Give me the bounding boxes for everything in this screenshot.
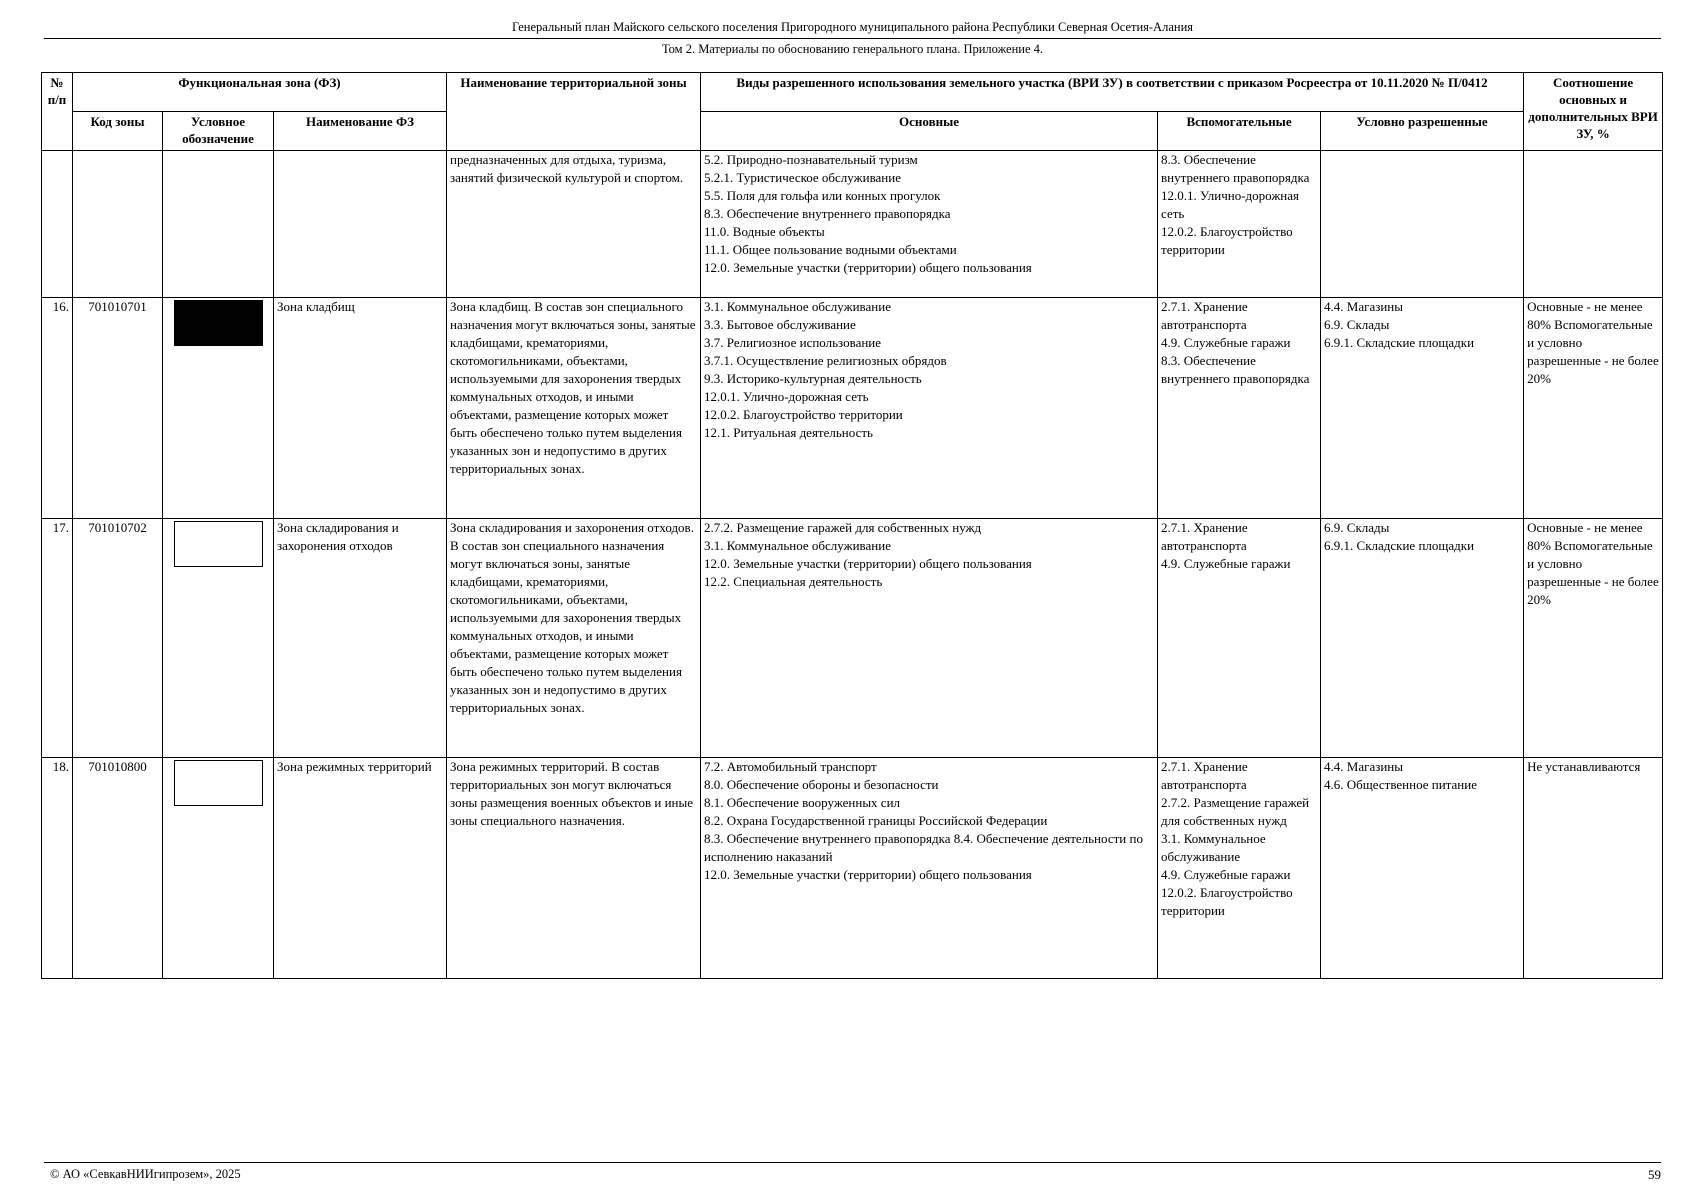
- list-item: 12.0.1. Улично-дорожная сеть: [704, 389, 869, 404]
- header-terr-zone: Наименование территориальной зоны: [447, 73, 701, 151]
- row-symbol: [163, 298, 274, 519]
- zone-symbol-swatch: [174, 300, 263, 346]
- row-code: [73, 151, 163, 298]
- row-main-uses: [701, 519, 1158, 758]
- list-item: 12.0. Земельные участки (территории) общего пользования: [704, 867, 1032, 882]
- list-item: 6.9. Склады: [1324, 520, 1390, 535]
- row-terr-zone: Зона кладбищ. В состав зон специального назначения могут включаться зоны, занятые кладбищами, крематориями, скотомогильниками, объектами, используемыми для захоронения твердых коммунальных отходов, и иными объектами, размещение которых может быть обеспечено только путем выделения указанных зон и недопустимо в других территориальных зонах.: [447, 298, 701, 519]
- list-item: 2.7.2. Размещение гаражей для собственных нужд: [704, 520, 982, 535]
- header-cond: Условно разрешенные: [1321, 112, 1524, 151]
- list-item: 8.0. Обеспечение обороны и безопасности: [704, 777, 939, 792]
- list-item: 11.1. Общее пользование водными объектами: [704, 242, 957, 257]
- row-cond-uses: [1321, 151, 1524, 298]
- row-aux-uses: [1158, 519, 1321, 758]
- row-cond-uses: [1321, 519, 1524, 758]
- header-symbol: Условное обозначение: [163, 112, 274, 151]
- row-num: 17.: [42, 519, 73, 758]
- row-code: 701010702: [73, 519, 163, 758]
- list-item: 5.2. Природно-познавательный туризм: [704, 152, 918, 167]
- list-item: 11.0. Водные объекты: [704, 224, 825, 239]
- header-vri: Виды разрешенного использования земельного участка (ВРИ ЗУ) в соответствии с приказом Росреестра от 10.11.2020 № П/0412: [701, 73, 1524, 112]
- list-item: 2.7.1. Хранение автотранспорта: [1161, 299, 1248, 332]
- document-subtitle: Том 2. Материалы по обоснованию генерального плана. Приложение 4.: [661, 42, 1044, 56]
- row-main-uses: [701, 151, 1158, 298]
- list-item: 5.2.1. Туристическое обслуживание: [704, 170, 901, 185]
- row-ratio: Основные - не менее 80% Вспомогательные и условно разрешенные - не более 20%: [1524, 298, 1663, 519]
- document-title: Генеральный план Майского сельского поселения Пригородного муниципального района Республики Северная Осетия-Алания: [44, 20, 1661, 39]
- list-item: 12.2. Специальная деятельность: [704, 574, 883, 589]
- list-item: 3.7. Религиозное использование: [704, 335, 882, 350]
- header-fz-name: Наименование ФЗ: [274, 112, 447, 151]
- row-symbol: [163, 758, 274, 979]
- row-fz-name: Зона кладбищ: [274, 298, 447, 519]
- row-main-uses: [701, 758, 1158, 979]
- list-item: 8.3. Обеспечение внутреннего правопорядка: [1161, 353, 1310, 386]
- header-main: Основные: [701, 112, 1158, 151]
- row-terr-zone: предназначенных для отдыха, туризма, занятий физической культурой и спортом.: [447, 151, 701, 298]
- header-num: № п/п: [42, 73, 73, 151]
- table-row: [42, 519, 1663, 758]
- row-cond-uses: [1321, 298, 1524, 519]
- header-aux: Вспомогательные: [1158, 112, 1321, 151]
- header-func-zone: Функциональная зона (ФЗ): [73, 73, 447, 112]
- row-terr-zone: Зона режимных территорий. В состав территориальных зон могут включаться зоны размещения военных объектов и иные зоны специального назначения.: [447, 758, 701, 979]
- row-ratio: [1524, 151, 1663, 298]
- list-item: 12.0. Земельные участки (территории) общего пользования: [704, 260, 1032, 275]
- list-item: 3.7.1. Осуществление религиозных обрядов: [704, 353, 947, 368]
- row-code: 701010701: [73, 298, 163, 519]
- list-item: 8.2. Охрана Государственной границы Российской Федерации: [704, 813, 1048, 828]
- row-code: 701010800: [73, 758, 163, 979]
- list-item: 9.3. Историко-культурная деятельность: [704, 371, 922, 386]
- list-item: 4.6. Общественное питание: [1324, 777, 1477, 792]
- list-item: 5.5. Поля для гольфа или конных прогулок: [704, 188, 941, 203]
- copyright: © АО «СевкавНИИгипрозем», 2025: [50, 1167, 241, 1181]
- table-row: [42, 151, 1663, 298]
- row-num: 18.: [42, 758, 73, 979]
- table-row: [42, 758, 1663, 979]
- list-item: 3.1. Коммунальное обслуживание: [1161, 831, 1266, 864]
- header-code: Код зоны: [73, 112, 163, 151]
- list-item: 12.1. Ритуальная деятельность: [704, 425, 873, 440]
- row-fz-name: Зона складирования и захоронения отходов: [274, 519, 447, 758]
- table-row: [42, 298, 1663, 519]
- page-number: 59: [1648, 1167, 1661, 1182]
- list-item: 6.9. Склады: [1324, 317, 1390, 332]
- list-item: 6.9.1. Складские площадки: [1324, 335, 1475, 350]
- list-item: 12.0. Земельные участки (территории) общего пользования: [704, 556, 1032, 571]
- row-aux-uses: [1158, 298, 1321, 519]
- row-terr-zone: Зона складирования и захоронения отходов. В состав зон специального назначения могут включаться зоны, занятые кладбищами, крематориями, скотомогильниками, объектами, используемыми для захоронения твердых коммунальных отходов, и иными объектами, размещение которых может быть обеспечено только путем выделения указанных зон и недопустимо в других территориальных зонах.: [447, 519, 701, 758]
- list-item: 2.7.2. Размещение гаражей для собственных нужд: [1161, 795, 1310, 828]
- list-item: 8.3. Обеспечение внутреннего правопорядка 8.4. Обеспечение деятельности по исполнению наказаний: [704, 831, 1143, 864]
- list-item: 8.1. Обеспечение вооруженных сил: [704, 795, 901, 810]
- row-aux-uses: [1158, 758, 1321, 979]
- list-item: 8.3. Обеспечение внутреннего правопорядка: [704, 206, 951, 221]
- list-item: 2.7.1. Хранение автотранспорта: [1161, 759, 1248, 792]
- list-item: 3.1. Коммунальное обслуживание: [704, 299, 891, 314]
- row-symbol: [163, 151, 274, 298]
- list-item: 12.0.2. Благоустройство территории: [704, 407, 903, 422]
- list-item: 12.0.2. Благоустройство территории: [1161, 885, 1293, 918]
- row-ratio: Основные - не менее 80% Вспомогательные и условно разрешенные - не более 20%: [1524, 519, 1663, 758]
- zone-symbol-swatch: [174, 521, 263, 567]
- list-item: 4.4. Магазины: [1324, 759, 1403, 774]
- row-fz-name: [274, 151, 447, 298]
- zones-table: [41, 72, 1663, 979]
- page-footer: [44, 1162, 1661, 1183]
- list-item: 3.3. Бытовое обслуживание: [704, 317, 856, 332]
- row-symbol: [163, 519, 274, 758]
- list-item: 4.9. Служебные гаражи: [1161, 335, 1291, 350]
- row-ratio: Не устанавливаются: [1524, 758, 1663, 979]
- row-num: 16.: [42, 298, 73, 519]
- list-item: 4.4. Магазины: [1324, 299, 1403, 314]
- row-main-uses: [701, 298, 1158, 519]
- list-item: 2.7.1. Хранение автотранспорта: [1161, 520, 1248, 553]
- list-item: 8.3. Обеспечение внутреннего правопорядка: [1161, 152, 1310, 185]
- row-fz-name: Зона режимных территорий: [274, 758, 447, 979]
- list-item: 4.9. Служебные гаражи: [1161, 867, 1291, 882]
- list-item: 3.1. Коммунальное обслуживание: [704, 538, 891, 553]
- row-aux-uses: [1158, 151, 1321, 298]
- row-num: [42, 151, 73, 298]
- page-header: [44, 20, 1661, 57]
- list-item: 6.9.1. Складские площадки: [1324, 538, 1475, 553]
- list-item: 12.0.2. Благоустройство территории: [1161, 224, 1293, 257]
- row-cond-uses: [1321, 758, 1524, 979]
- list-item: 7.2. Автомобильный транспорт: [704, 759, 877, 774]
- list-item: 12.0.1. Улично-дорожная сеть: [1161, 188, 1300, 221]
- header-ratio: Соотношение основных и дополнительных ВРИ ЗУ, %: [1524, 73, 1663, 151]
- zone-symbol-swatch: [174, 760, 263, 806]
- list-item: 4.9. Служебные гаражи: [1161, 556, 1291, 571]
